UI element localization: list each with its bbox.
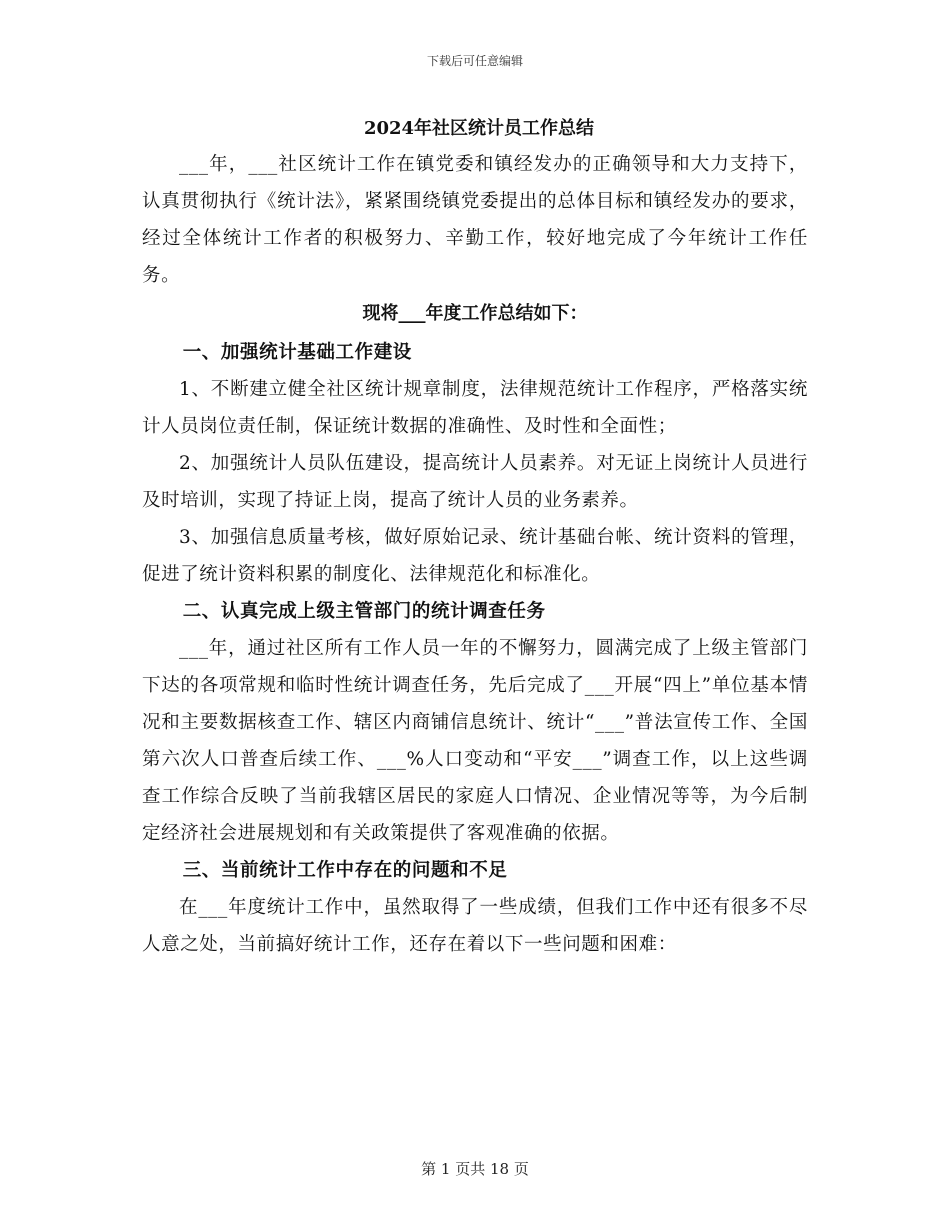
section-1-item-2: 2、加强统计人员队伍建设，提高统计人员素养。对无证上岗统计人员进行及时培训，实现了持证上岗，提高了统计人员的业务素养。 <box>142 453 808 511</box>
page-number: 第 1 页共 18 页 <box>421 1160 529 1178</box>
section-1-item-3: 3、加强信息质量考核，做好原始记录、统计基础台帐、统计资料的管理，促进了统计资料积累的制度化、法律规范化和标准化。 <box>142 527 808 585</box>
page-header: 下载后可任意编辑 <box>426 54 523 68</box>
intro-paragraph: ___年，___社区统计工作在镇党委和镇经发办的正确领导和大力支持下，认真贯彻执行《统计法》，紧紧围绕镇党委提出的总体目标和镇经发办的要求，经过全体统计工作者的积极努力、辛勤工作，较好地完成了今年统计工作任务。 <box>142 154 808 286</box>
document-title: 2024年社区统计员工作总结 <box>363 118 595 139</box>
summary-heading: 现将___年度工作总结如下： <box>362 303 588 324</box>
section-heading-2: 二、认真完成上级主管部门的统计调查任务 <box>182 601 546 622</box>
section-2-paragraph: ___年，通过社区所有工作人员一年的不懈努力，圆满完成了上级主管部门下达的各项常规和临时性统计调查任务，先后完成了___开展“四上”单位基本情况和主要数据核查工作、辖区内商铺信息统计、统计“___”普法宣传工作、全国第六次人口普查后续工作、___%人口变动和“平安___”调查工作，以上这些调查工作综合反映了当前我辖区居民的家庭人口情况、企业情况等等，为今后制定经济社会进展规划和有关政策提供了客观准确的依据。 <box>142 638 808 844</box>
section-heading-3: 三、当前统计工作中存在的问题和不足 <box>182 860 508 881</box>
section-3-paragraph: 在___年度统计工作中，虽然取得了一些成绩，但我们工作中还有很多不尽人意之处，当前搞好统计工作，还存在着以下一些问题和困难： <box>142 897 808 955</box>
document-body <box>142 112 808 963</box>
section-1-item-1: 1、不断建立健全社区统计规章制度，法律规范统计工作程序，严格落实统计人员岗位责任制，保证统计数据的准确性、及时性和全面性； <box>142 379 808 437</box>
section-heading-1: 一、加强统计基础工作建设 <box>182 342 412 363</box>
